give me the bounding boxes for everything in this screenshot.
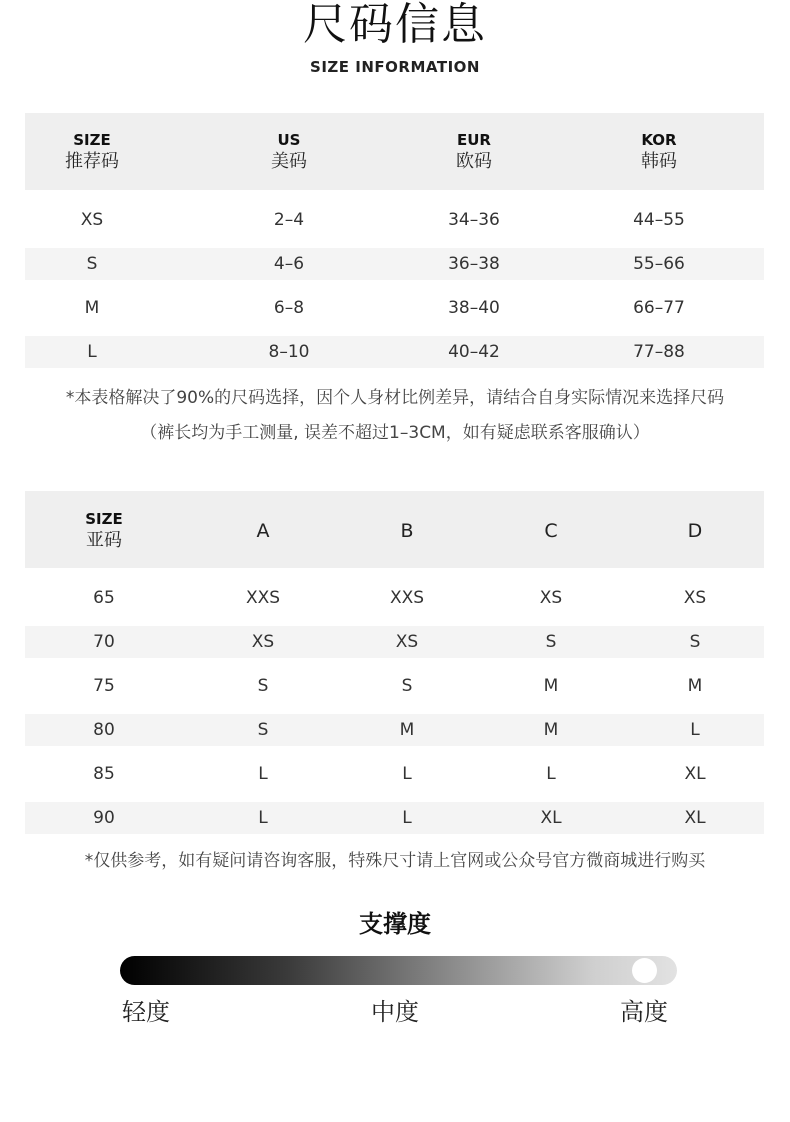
table-cell: L <box>258 808 268 828</box>
support-level-light: 轻度 <box>122 998 170 1026</box>
table-cell: L <box>546 764 556 784</box>
column-header <box>327 519 487 543</box>
table-row <box>25 248 764 280</box>
table-row <box>25 292 764 324</box>
column-header <box>209 130 369 174</box>
size-conversion-table <box>25 113 764 368</box>
table-cell: XS <box>683 588 707 608</box>
support-level-bar <box>120 956 677 985</box>
table-cell: L <box>690 720 700 740</box>
table-cell: S <box>689 632 701 652</box>
table-cell: M <box>543 720 559 740</box>
table-cell: XXS <box>389 588 425 608</box>
size-table-note: *本表格解决了90%的尺码选择，因个人身材比例差异，请结合自身实际情况来选择尺码 <box>65 388 725 408</box>
table-cell: 70 <box>93 632 115 652</box>
column-header-cn: 美码 <box>271 151 307 172</box>
table-row <box>25 714 764 746</box>
table-cell: S <box>257 676 269 696</box>
column-header-en: US <box>277 131 301 149</box>
table-cell: M <box>543 676 559 696</box>
column-header-label: A <box>256 520 270 542</box>
column-header-en: SIZE <box>73 131 111 149</box>
column-header-label: D <box>687 520 703 542</box>
table-cell: 55–66 <box>633 254 685 274</box>
table-cell: 4–6 <box>273 254 305 274</box>
table-cell: 77–88 <box>633 342 685 362</box>
page-title: 尺码信息 <box>303 0 487 50</box>
table-cell: 6–8 <box>273 298 305 318</box>
column-header-en: SIZE <box>85 510 123 528</box>
column-header-cn: 欧码 <box>456 151 492 172</box>
table-cell: M <box>399 720 415 740</box>
table-cell: 75 <box>93 676 115 696</box>
table-cell: 40–42 <box>448 342 500 362</box>
table-row <box>25 758 764 790</box>
table-cell: L <box>402 808 412 828</box>
table-cell: XS <box>80 210 104 230</box>
table-cell: L <box>258 764 268 784</box>
table-cell: 65 <box>93 588 115 608</box>
table-cell: 38–40 <box>448 298 500 318</box>
table-row <box>25 670 764 702</box>
table-cell: 85 <box>93 764 115 784</box>
table-cell: 8–10 <box>268 342 310 362</box>
table-cell: S <box>257 720 269 740</box>
table-cell: XS <box>539 588 563 608</box>
table-cell: M <box>84 298 100 318</box>
table-cell: 80 <box>93 720 115 740</box>
table-row <box>25 336 764 368</box>
column-header-cn: 推荐码 <box>65 151 119 172</box>
table-cell: XXS <box>245 588 281 608</box>
column-header-en: EUR <box>457 131 491 149</box>
support-title: 支撑度 <box>359 910 431 938</box>
table-cell: 2–4 <box>273 210 305 230</box>
support-level-high: 高度 <box>620 998 668 1026</box>
table-cell: L <box>402 764 412 784</box>
support-level-medium: 中度 <box>371 998 419 1026</box>
table-row <box>25 204 764 236</box>
table-cell: XS <box>395 632 419 652</box>
column-header-cn: 韩码 <box>641 151 677 172</box>
column-header <box>24 509 184 553</box>
table-cell: S <box>401 676 413 696</box>
column-header-label: C <box>544 520 558 542</box>
measurement-note: （裤长均为手工测量, 误差不超过1–3CM，如有疑虑联系客服确认） <box>140 423 650 443</box>
table-cell: 66–77 <box>633 298 685 318</box>
table-cell: 36–38 <box>448 254 500 274</box>
column-header-cn: 亚码 <box>86 530 122 551</box>
cup-size-table <box>25 491 764 835</box>
table-cell: S <box>545 632 557 652</box>
page-subtitle: SIZE INFORMATION <box>310 58 480 76</box>
table-cell: XL <box>684 808 706 828</box>
column-header-label: B <box>400 520 414 542</box>
table-cell: XL <box>540 808 562 828</box>
column-header <box>615 519 775 543</box>
support-level-indicator <box>632 958 657 983</box>
column-header <box>579 130 739 174</box>
table-cell: XS <box>251 632 275 652</box>
cup-table-note: *仅供参考，如有疑问请咨询客服，特殊尺寸请上官网或公众号官方微商城进行购买 <box>84 851 706 871</box>
column-header <box>471 519 631 543</box>
table-row <box>25 626 764 658</box>
column-header <box>394 130 554 174</box>
table-row <box>25 582 764 614</box>
table-cell: S <box>86 254 98 274</box>
column-header <box>12 130 172 174</box>
table-cell: 44–55 <box>633 210 685 230</box>
table-cell: M <box>687 676 703 696</box>
table-cell: XL <box>684 764 706 784</box>
table-cell: 34–36 <box>448 210 500 230</box>
column-header-en: KOR <box>641 131 677 149</box>
table-cell: L <box>87 342 97 362</box>
table-row <box>25 802 764 834</box>
table-cell: 90 <box>93 808 115 828</box>
column-header <box>183 519 343 543</box>
